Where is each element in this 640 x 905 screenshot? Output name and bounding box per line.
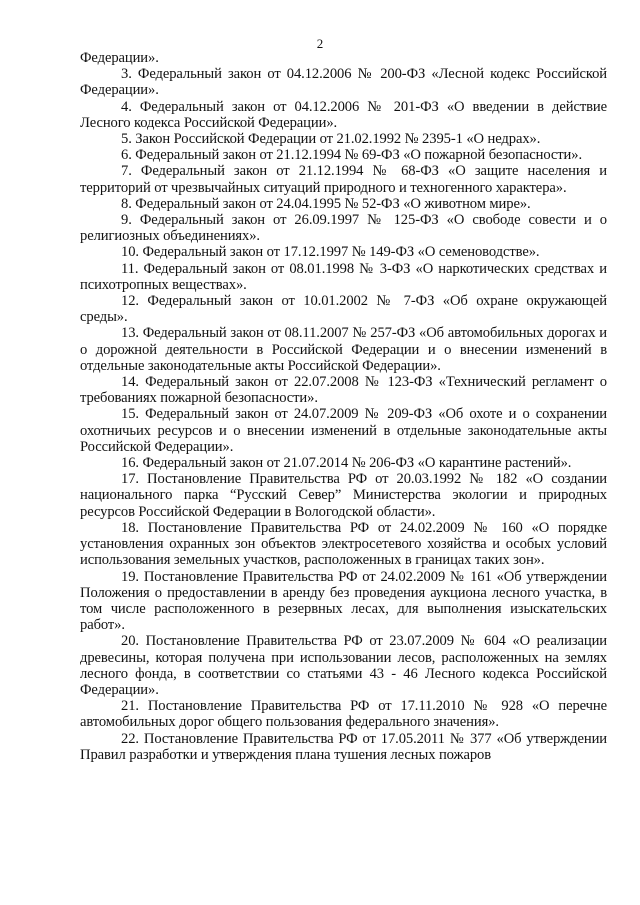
list-item: 17. Постановление Правительства РФ от 20.03.1992 № 182 «О создании национального парка “Русский Север” Министерства экологии и природных ресурсов Российской Федерации в Вологодской области». bbox=[80, 471, 607, 520]
list-item: 5. Закон Российской Федерации от 21.02.1992 № 2395-1 «О недрах». bbox=[121, 131, 541, 148]
list-item: 15. Федеральный закон от 24.07.2009 № 209-ФЗ «Об охоте и о сохранении охотничьих ресурсов и о внесении изменений в отдельные законодательные акты Российской Федерации». bbox=[80, 406, 607, 455]
list-item: 9. Федеральный закон от 26.09.1997 № 125-ФЗ «О свободе совести и о религиозных объединениях». bbox=[80, 212, 607, 245]
list-item: 7. Федеральный закон от 21.12.1994 № 68-ФЗ «О защите населения и территорий от чрезвычайных ситуаций природного и техногенного характера». bbox=[80, 163, 607, 196]
list-item: 18. Постановление Правительства РФ от 24.02.2009 № 160 «О порядке установления охранных зон объектов электросетевого хозяйства и особых условий использования земельных участков, расположенных в границах таких зон». bbox=[80, 519, 607, 569]
list-item: 4. Федеральный закон от 04.12.2006 № 201-ФЗ «О введении в действие Лесного кодекса Российской Федерации». bbox=[80, 98, 607, 131]
page-number: 2 bbox=[316, 36, 324, 51]
list-item: 11. Федеральный закон от 08.01.1998 № 3-ФЗ «О наркотических средствах и психотропных веществах». bbox=[80, 260, 607, 293]
list-item: 21. Постановление Правительства РФ от 17.11.2010 № 928 «О перечне автомобильных дорог общего пользования федерального значения». bbox=[80, 698, 607, 731]
list-item: 8. Федеральный закон от 24.04.1995 № 52-ФЗ «О животном мире». bbox=[121, 195, 531, 212]
list-item: 19. Постановление Правительства РФ от 24.02.2009 № 161 «Об утверждении Положения о предоставлении в аренду без проведения аукциона лесного участка, в том числе расположенного в резервных лесах, для выполнения изыскательских работ». bbox=[80, 568, 607, 634]
continuation-line: Федерации». bbox=[80, 50, 159, 66]
list-item: 6. Федеральный закон от 21.12.1994 № 69-ФЗ «О пожарной безопасности». bbox=[121, 147, 582, 164]
list-item: 13. Федеральный закон от 08.11.2007 № 257-ФЗ «Об автомобильных дорогах и о дорожной деятельности в Российской Федерации и о внесении изменений в отдельные законодательные акты Российской Федерации». bbox=[80, 325, 607, 374]
list-item: 12. Федеральный закон от 10.01.2002 № 7-ФЗ «Об охране окружающей среды». bbox=[80, 293, 607, 326]
list-item: 22. Постановление Правительства РФ от 17.05.2011 № 377 «Об утверждении Правил разработки и утверждения плана тушения лесных пожаров bbox=[80, 730, 607, 763]
list-item: 16. Федеральный закон от 21.07.2014 № 206-ФЗ «О карантине растений». bbox=[121, 455, 572, 472]
list-item: 14. Федеральный закон от 22.07.2008 № 123-ФЗ «Технический регламент о требованиях пожарной безопасности». bbox=[80, 374, 607, 407]
list-item: 3. Федеральный закон от 04.12.2006 № 200-ФЗ «Лесной кодекс Российской Федерации». bbox=[80, 66, 607, 99]
document-body bbox=[80, 50, 607, 763]
list-item: 10. Федеральный закон от 17.12.1997 № 149-ФЗ «О семеноводстве». bbox=[121, 244, 540, 261]
list-item: 20. Постановление Правительства РФ от 23.07.2009 № 604 «О реализации древесины, которая получена при использовании лесов, расположенных на землях лесного фонда, в соответствии со статьями 43 - 46 Лесного кодекса Российской Федерации». bbox=[80, 633, 607, 698]
